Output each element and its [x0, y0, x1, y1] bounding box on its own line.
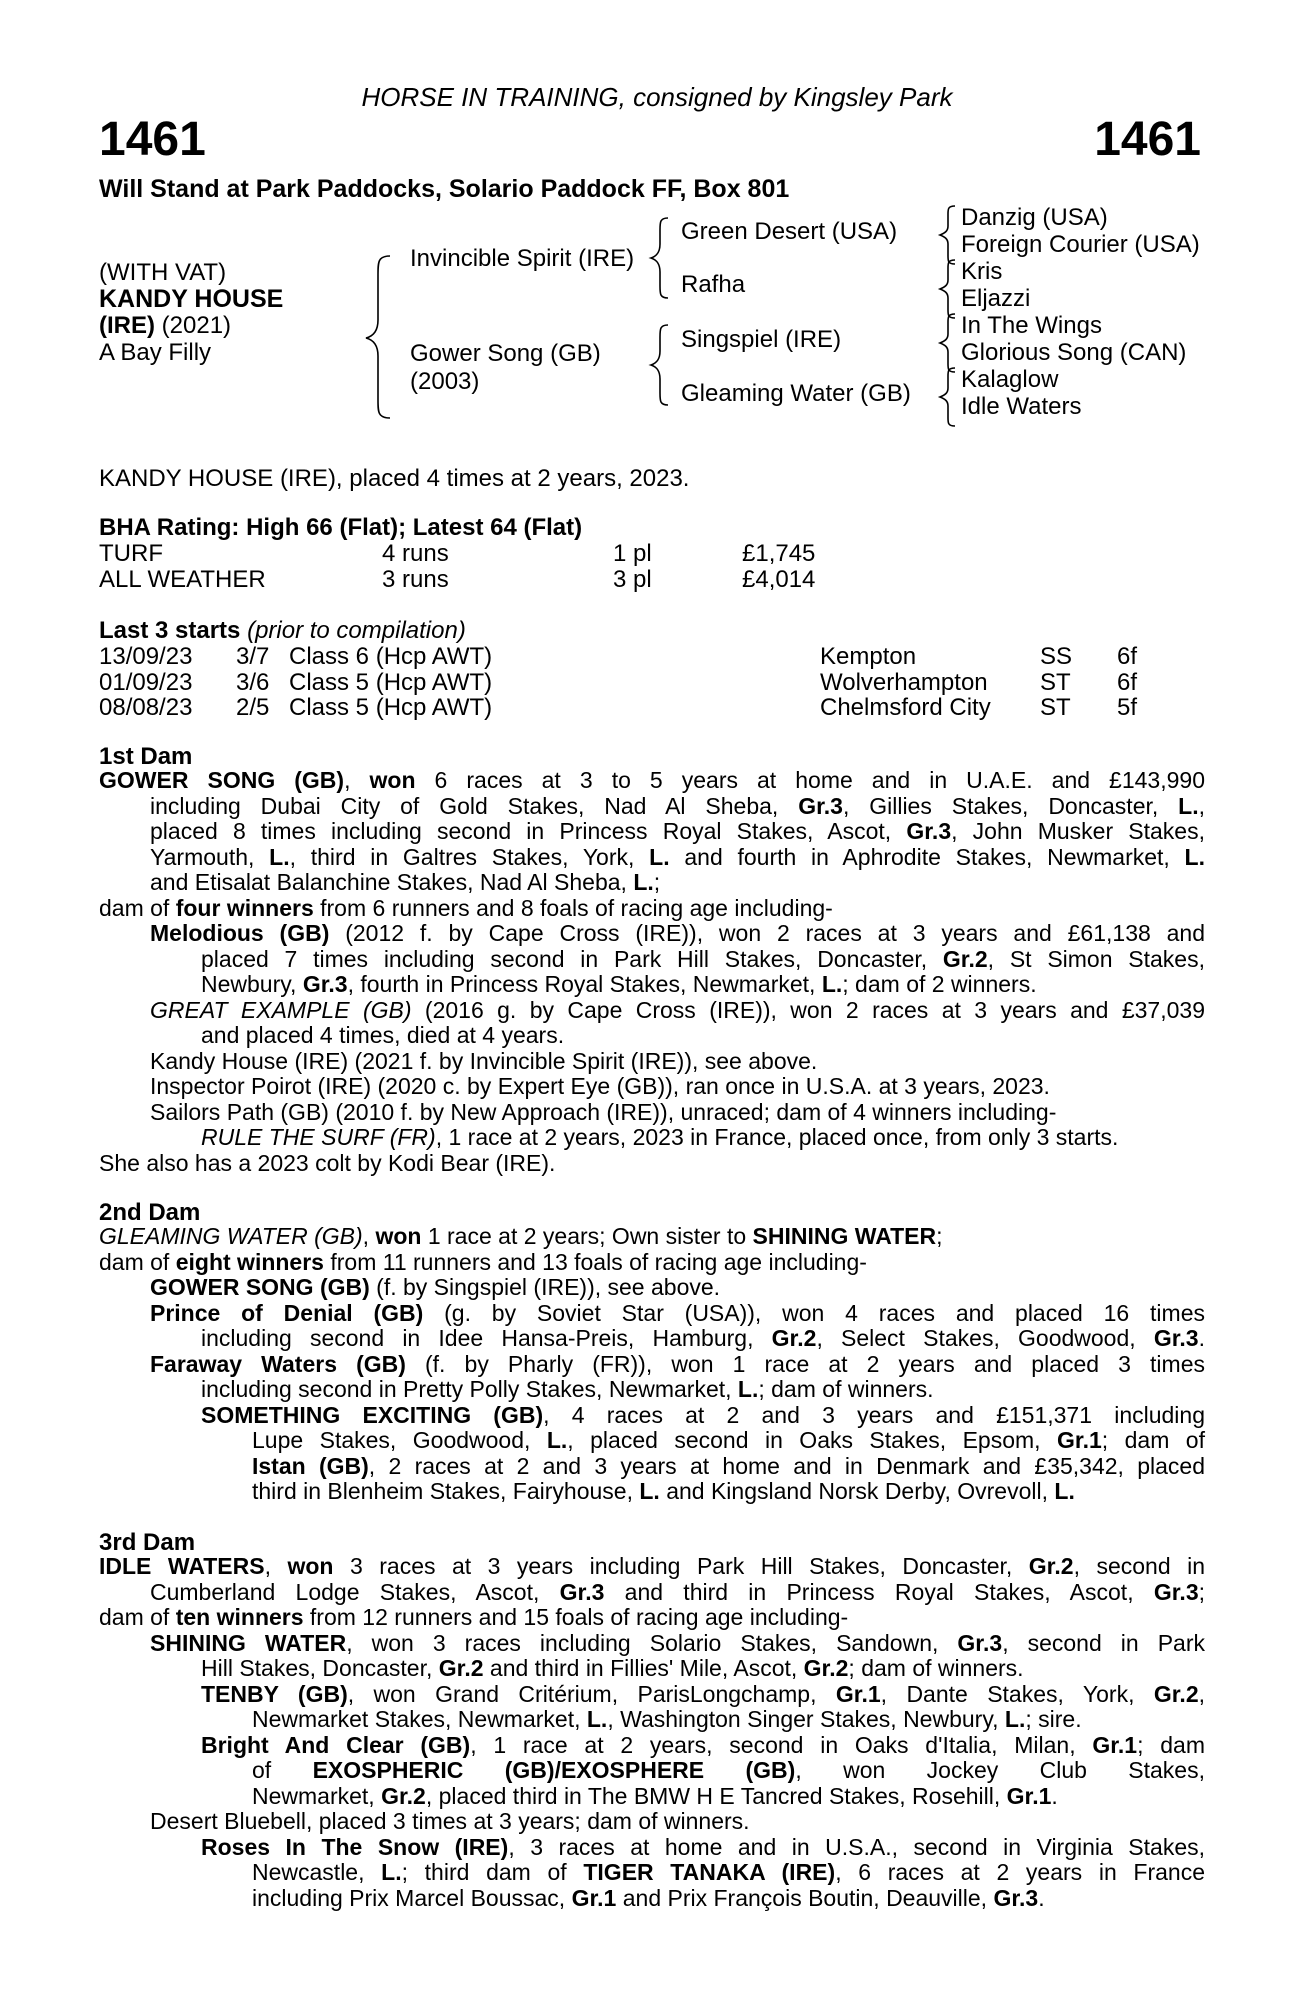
dam3-line: Hill Stakes, Doncaster, Gr.2 and third in Fillies' Mile, Ascot, Gr.2; dam of winners. — [201, 1655, 1024, 1681]
dam3-line: of EXOSPHERIC (GB)/EXOSPHERE (GB), won Jockey Club Stakes, — [252, 1757, 1205, 1783]
dam1-line: GREAT EXAMPLE (GB) (2016 g. by Cape Cross (IRE)), won 2 races at 3 years and £37,039 — [150, 996, 1205, 1023]
race-summary: KANDY HOUSE (IRE), placed 4 times at 2 years, 2023. — [99, 465, 690, 492]
dam1-line: including Dubai City of Gold Stakes, Nad Al Sheba, Gr.3, Gillies Stakes, Doncaster, L., — [150, 792, 1205, 819]
rating-prize: £4,014 — [742, 566, 816, 593]
rating-runs: 4 runs — [382, 540, 449, 567]
start-course: Wolverhampton — [820, 668, 988, 696]
dam3-line: TENBY (GB), won Grand Critérium, ParisLongchamp, Gr.1, Dante Stakes, York, Gr.2, — [201, 1680, 1206, 1707]
dam2-heading: 2nd Dam — [99, 1199, 201, 1226]
dam3-line: including Prix Marcel Boussac, Gr.1 and Prix François Boutin, Deauville, Gr.3. — [252, 1884, 1045, 1911]
pedigree-gen3-7: Kalaglow — [961, 366, 1059, 393]
rating-surface: TURF — [99, 540, 163, 567]
dam2-line: Istan (GB), 2 races at 2 and 3 years at home and in Denmark and £35,342, placed — [252, 1452, 1205, 1479]
dam2-line: including second in Idee Hansa-Preis, Hamburg, Gr.2, Select Stakes, Goodwood, Gr.3. — [201, 1325, 1205, 1351]
dam1-heading: 1st Dam — [99, 743, 193, 770]
dam1-line: placed 7 times including second in Park Hill Stakes, Doncaster, Gr.2, St Simon Stakes, — [201, 945, 1205, 972]
dam2-text — [99, 1224, 1205, 1505]
dam3-line: SHINING WATER, won 3 races including Solario Stakes, Sandown, Gr.3, second in Park — [150, 1629, 1206, 1656]
dam2-line: Prince of Denial (GB) (g. by Soviet Star (USA)), won 4 races and placed 16 times — [150, 1299, 1205, 1326]
dam3-heading: 3rd Dam — [99, 1529, 196, 1556]
start-going: ST — [1040, 694, 1071, 721]
pedigree-dam: Gower Song (GB) — [410, 340, 601, 367]
dam3-text — [99, 1554, 1205, 1911]
dam2-line: including second in Pretty Polly Stakes, Newmarket, L.; dam of winners. — [201, 1376, 934, 1402]
last-starts-note: (prior to compilation) — [240, 617, 466, 644]
pedigree-gen3-5: In The Wings — [961, 312, 1102, 339]
start-pos: 3/6 — [236, 668, 270, 696]
rating-placed: 3 pl — [613, 566, 652, 593]
start-dist: 5f — [1117, 694, 1138, 721]
pedigree-sire: Invincible Spirit (IRE) — [410, 245, 635, 272]
dam1-text — [99, 768, 1205, 1176]
rating-surface: ALL WEATHER — [99, 566, 266, 593]
dam1-line: Sailors Path (GB) (2010 f. by New Approach (IRE)), unraced; dam of 4 winners including- — [150, 1098, 1057, 1125]
dam1-line: Kandy House (IRE) (2021 f. by Invincible Spirit (IRE)), see above. — [150, 1047, 818, 1074]
dam1-line: Yarmouth, L., third in Galtres Stakes, York, L. and fourth in Aphrodite Stakes, Newmarket, L. — [150, 843, 1205, 870]
pedigree-gen3-3: Kris — [961, 258, 1003, 285]
rating-runs: 3 runs — [382, 566, 449, 593]
start-pos: 3/7 — [236, 643, 270, 670]
horse-name: KANDY HOUSE — [99, 285, 284, 313]
bha-rating-title: BHA Rating: High 66 (Flat); Latest 64 (Flat) — [99, 514, 583, 541]
pedigree-dam-year: (2003) — [410, 368, 480, 395]
dam3-line: Newmarket, Gr.2, placed third in The BMW H E Tancred Stakes, Rosehill, Gr.1. — [252, 1782, 1058, 1809]
start-race: Class 5 (Hcp AWT) — [289, 668, 493, 696]
dam3-line: dam of ten winners from 12 runners and 15 foals of racing age including- — [99, 1604, 849, 1630]
dam3-line: Roses In The Snow (IRE), 3 races at home and in U.S.A., second in Virginia Stakes, — [201, 1833, 1205, 1860]
lot-number-right: 1461 — [1094, 113, 1201, 166]
dam1-line: and Etisalat Balanchine Stakes, Nad Al Sheba, L.; — [150, 869, 661, 895]
dam2-line: SOMETHING EXCITING (GB), 4 races at 2 and 3 years and £151,371 including — [201, 1401, 1205, 1428]
start-date: 08/08/23 — [99, 694, 193, 721]
dam2-line: GOWER SONG (GB) (f. by Singspiel (IRE)), see above. — [150, 1274, 721, 1300]
dam2-line: Lupe Stakes, Goodwood, L., placed second in Oaks Stakes, Epsom, Gr.1; dam of — [252, 1427, 1205, 1453]
pedigree-dam-dam: Gleaming Water (GB) — [681, 380, 911, 407]
dam2-line: GLEAMING WATER (GB), won 1 race at 2 years; Own sister to SHINING WATER; — [99, 1223, 943, 1249]
dam3-line: Newmarket Stakes, Newmarket, L., Washington Singer Stakes, Newbury, L.; sire. — [252, 1706, 1082, 1732]
start-dist: 6f — [1117, 643, 1138, 670]
dam3-line: Bright And Clear (GB), 1 race at 2 years, second in Oaks d'Italia, Milan, Gr.1; dam — [201, 1731, 1206, 1758]
dam1-line: Newbury, Gr.3, fourth in Princess Royal Stakes, Newmarket, L.; dam of 2 winners. — [201, 971, 1037, 997]
dam1-line: and placed 4 times, died at 4 years. — [201, 1022, 565, 1048]
dam2-line: third in Blenheim Stakes, Fairyhouse, L. and Kingsland Norsk Derby, Ovrevoll, L. — [252, 1478, 1075, 1504]
start-course: Chelmsford City — [820, 694, 991, 721]
dam1-line: GOWER SONG (GB), won 6 races at 3 to 5 years at home and in U.A.E. and £143,990 — [99, 767, 1205, 793]
dam1-line: placed 8 times including second in Princess Royal Stakes, Ascot, Gr.3, John Musker Stakes, — [150, 818, 1205, 844]
vat-label: (WITH VAT) — [99, 259, 227, 286]
last-starts-title — [99, 617, 466, 645]
dam1-line: Melodious (GB) (2012 f. by Cape Cross (IRE)), won 2 races at 3 years and £61,138 and — [150, 920, 1205, 946]
start-going: ST — [1040, 668, 1071, 696]
pedigree-gen3-6: Glorious Song (CAN) — [961, 339, 1187, 366]
dam1-line: Inspector Poirot (IRE) (2020 c. by Expert Eye (GB)), ran once in U.S.A. at 3 years, 2023. — [150, 1073, 1050, 1099]
dam3-line: Cumberland Lodge Stakes, Ascot, Gr.3 and third in Princess Royal Stakes, Ascot, Gr.3; — [150, 1578, 1206, 1605]
horse-year: (2021) — [155, 312, 232, 339]
consignor-header: HORSE IN TRAINING, consigned by Kingsley Park — [361, 82, 953, 112]
last-starts-label: Last 3 starts — [99, 617, 241, 644]
start-dist: 6f — [1117, 668, 1138, 696]
rating-placed: 1 pl — [613, 540, 652, 567]
horse-country: (IRE) — [99, 312, 155, 339]
dam3-line: IDLE WATERS, won 3 races at 3 years including Park Hill Stakes, Doncaster, Gr.2, second in — [99, 1553, 1206, 1579]
dam3-line: Newcastle, L.; third dam of TIGER TANAKA (IRE), 6 races at 2 years in France — [252, 1859, 1206, 1885]
start-pos: 2/5 — [236, 694, 270, 721]
start-date: 13/09/23 — [99, 643, 193, 670]
dam1-line: RULE THE SURF (FR), 1 race at 2 years, 2023 in France, placed once, from only 3 starts. — [201, 1124, 1119, 1150]
pedigree-gen3-4: Eljazzi — [961, 285, 1031, 312]
stand-info: Will Stand at Park Paddocks, Solario Paddock FF, Box 801 — [99, 175, 790, 203]
lot-number-left: 1461 — [99, 113, 206, 166]
pedigree-gen3-1: Danzig (USA) — [961, 204, 1108, 231]
start-race: Class 6 (Hcp AWT) — [289, 643, 493, 670]
start-course: Kempton — [820, 643, 917, 670]
dam1-line: She also has a 2023 colt by Kodi Bear (IRE). — [99, 1149, 556, 1176]
pedigree-sire-dam: Rafha — [681, 271, 746, 298]
rating-prize: £1,745 — [742, 540, 816, 567]
start-going: SS — [1040, 643, 1073, 670]
dam3-line: Desert Bluebell, placed 3 times at 3 years; dam of winners. — [150, 1808, 750, 1834]
pedigree-dam-sire: Singspiel (IRE) — [681, 326, 842, 353]
pedigree-gen3-2: Foreign Courier (USA) — [961, 231, 1200, 258]
pedigree-gen3-8: Idle Waters — [961, 393, 1082, 420]
start-date: 01/09/23 — [99, 668, 193, 696]
start-race: Class 5 (Hcp AWT) — [289, 694, 493, 721]
pedigree-sire-sire: Green Desert (USA) — [681, 218, 898, 245]
horse-description: A Bay Filly — [99, 339, 212, 366]
dam1-line: dam of four winners from 6 runners and 8 foals of racing age including- — [99, 894, 833, 921]
dam2-line: dam of eight winners from 11 runners and 13 foals of racing age including- — [99, 1248, 867, 1275]
dam2-line: Faraway Waters (GB) (f. by Pharly (FR)), won 1 race at 2 years and placed 3 times — [150, 1350, 1205, 1377]
